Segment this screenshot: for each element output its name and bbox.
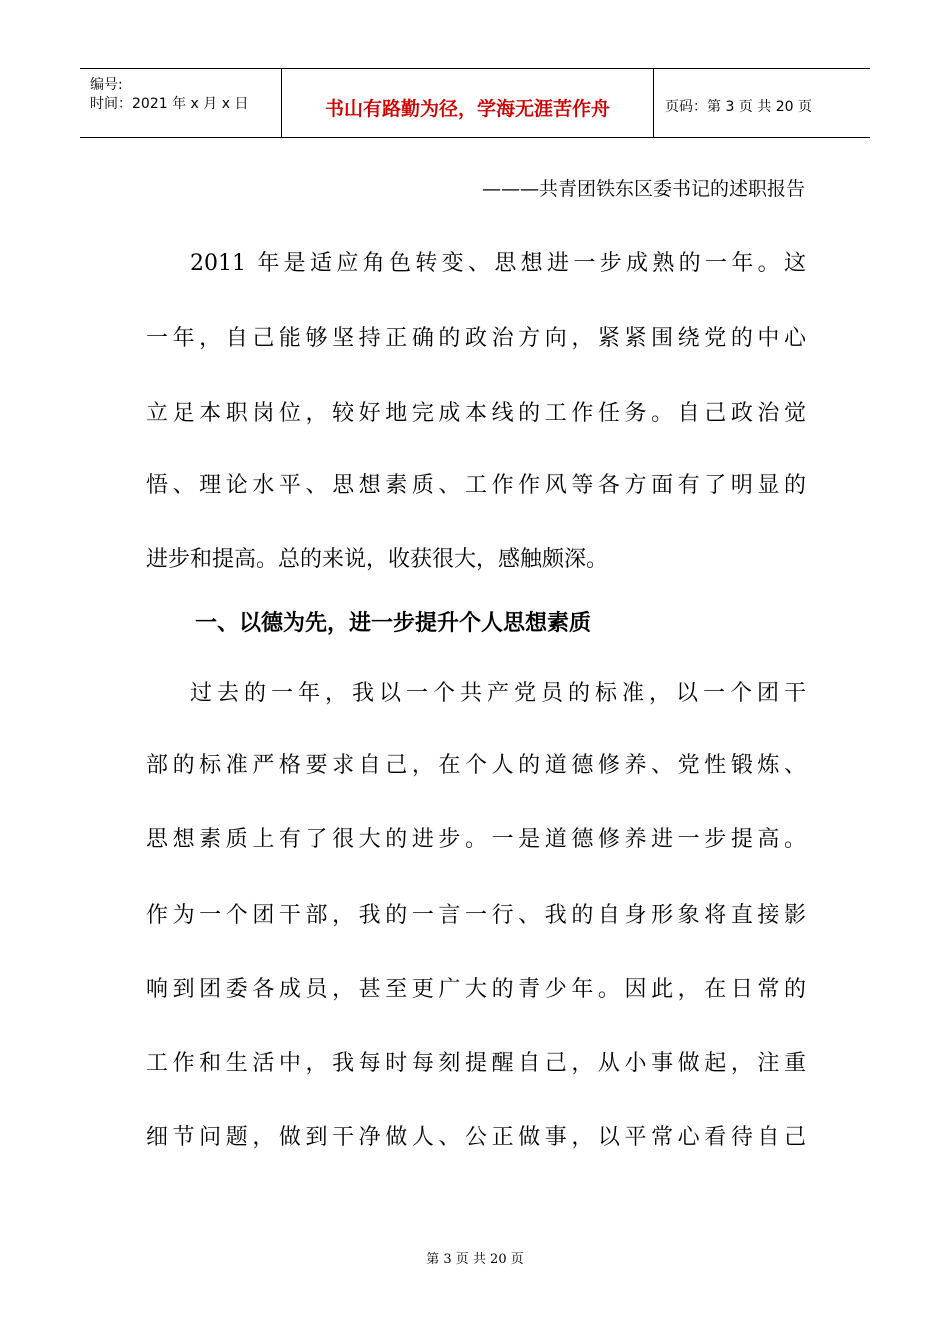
paragraph-line: 思想素质上有了很大的进步。一是道德修养进一步提高。 xyxy=(146,827,806,852)
header-page-code: 页码：第 3 页 共 20 页 xyxy=(665,99,812,115)
header-page-cell xyxy=(653,69,870,137)
paragraph-line: 响到团委各成员，甚至更广大的青少年。因此，在日常的 xyxy=(146,977,806,1002)
header-info-cell xyxy=(80,69,280,137)
paragraph-line: 部的标准严格要求自己，在个人的道德修养、党性锻炼、 xyxy=(146,753,806,778)
section-heading: 一、以德为先，进一步提升个人思想素质 xyxy=(195,611,592,636)
paragraph-line: 作为一个团干部，我的一言一行、我的自身形象将直接影 xyxy=(146,903,806,928)
paragraph-line: 立足本职岗位，较好地完成本线的工作任务。自己政治觉 xyxy=(146,401,806,426)
paragraph-line: 2011 年是适应角色转变、思想进一步成熟的一年。这 xyxy=(190,251,806,276)
paragraph-line: 一年，自己能够坚持正确的政治方向，紧紧围绕党的中心 xyxy=(146,326,806,351)
paragraph-line: 进步和提高。总的来说，收获很大，感触颇深。 xyxy=(146,547,609,572)
paragraph-line: 悟、理论水平、思想素质、工作作风等各方面有了明显的 xyxy=(146,473,806,498)
paragraph-line: 过去的一年，我以一个共产党员的标准，以一个团干 xyxy=(190,681,806,706)
document-number-label: 编号: xyxy=(90,77,123,93)
paragraph-line: 工作和生活中，我每时每刻提醒自己，从小事做起，注重 xyxy=(146,1051,806,1076)
header-motto-cell xyxy=(281,69,654,137)
header-motto: 书山有路勤为径，学海无涯苦作舟 xyxy=(324,98,610,120)
paragraph-line: 细节问题，做到干净做人、公正做事，以平常心看待自己 xyxy=(146,1125,806,1150)
report-subtitle: ———共青团铁东区委书记的述职报告 xyxy=(481,178,805,200)
document-header xyxy=(80,68,870,138)
document-date-label: 时间：2021 年 x 月 x 日 xyxy=(90,96,249,112)
page-footer: 第 3 页 共 20 页 xyxy=(426,1252,524,1267)
